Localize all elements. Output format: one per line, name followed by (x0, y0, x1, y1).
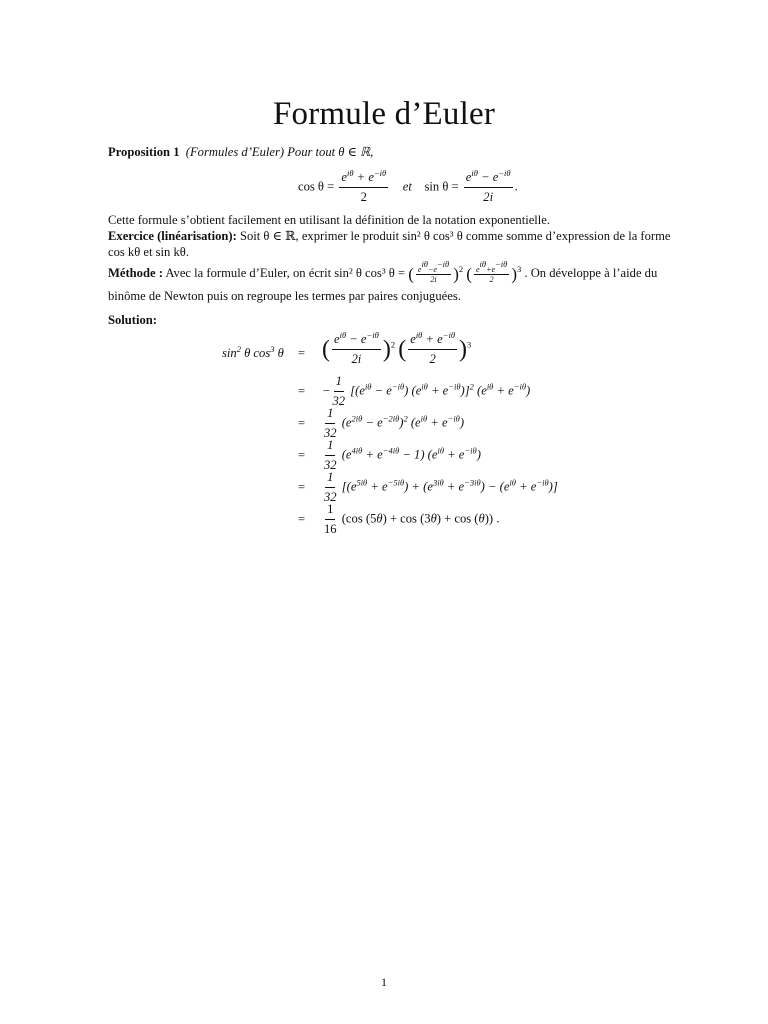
eq-sign: = (298, 384, 306, 398)
solution-label: Solution: (108, 313, 157, 327)
methode-line: Méthode : Avec la formule d’Euler, on écrit sin² θ cos³ θ = ( $\frac{e^{i\theta}-e^{-i\theta}}{2i}$ )$^2$ ( $\frac{e^{i\theta}+e^{-i\theta}}{2}$ )$^3$ . On développe à l’aide du (108, 259, 658, 284)
cos-fraction: $\frac{e^{i\theta} + e^{-i\theta}}{2}$ (341, 168, 387, 204)
methode-text-after: . On développe à l’aide du (524, 265, 658, 280)
methode-text-2: binôme de Newton puis on regroupe les termes par paires conjuguées. (108, 289, 461, 303)
exercice-text-2: cos kθ et sin kθ. (108, 245, 189, 259)
sin-lhs: sin θ = (424, 179, 459, 194)
remark-text: Cette formule s’obtient facilement en utilisant la définition de la notation exponentielle. (108, 213, 551, 227)
proposition-line (108, 144, 718, 160)
methode-label: Méthode : (108, 265, 163, 280)
proposition-statement: (Formules d’Euler) Pour tout θ ∈ ℝ, (185, 145, 374, 159)
eq-sign: = (298, 416, 306, 430)
sin-fraction: $\frac{e^{i\theta} - e^{-i\theta}}{2i}$ (465, 168, 511, 204)
methode-text: Avec la formule d’Euler, on écrit sin² θ cos³ θ = (165, 265, 406, 280)
eq-sign: = (298, 480, 306, 494)
exercice-line (108, 228, 718, 244)
solution-lhs: $\sin^2 \theta$ $\cos^3 \theta$ (222, 344, 284, 360)
connector-et: et (402, 179, 412, 194)
exercice-text: Soit θ ∈ ℝ, exprimer le produit sin² θ cos³ θ comme somme d’expression de la forme (239, 229, 671, 243)
document-title: Formule d’Euler (272, 96, 496, 132)
formula-end: . (514, 179, 518, 194)
exercice-label: Exercice (linéarisation): (108, 229, 237, 243)
eq-sign: = (298, 448, 306, 462)
page-number: 1 (381, 975, 387, 989)
cos-lhs: cos θ = (298, 179, 335, 194)
eq-sign: = (298, 346, 306, 360)
eq-sign: = (298, 512, 306, 526)
euler-formulas (298, 170, 518, 205)
derivation-rhs-1: ( $\frac{e^{i\theta} - e^{-i\theta}}{2i}$ )$^2$ ( $\frac{e^{i\theta} + e^{-i\theta}}{2}$ )$^3$ (322, 330, 472, 366)
proposition-label: Proposition 1 (108, 145, 180, 159)
document-page: Formule d’Euler Proposition 1 (Formules d’Euler) Pour tout θ ∈ ℝ, cos θ = $\frac{e^{i\theta} + e^{-i\theta}}{2}$ et sin θ = $\frac{e^{i\theta} - e^{-i\theta}}{2i}$ . Cette formule s’obtient facilement en utilisant la définition de la notation exponentielle. Exercice (linéarisation): Soit θ ∈ ℝ, exprimer le produit sin² θ cos³ θ comme somme d’expression de la forme cos kθ et sin kθ. Méthode : Avec la formule d’Euler, on écrit sin² θ cos³ θ = ( $\frac{e^{i\theta}-e^{-i\theta}}{2i}$ )$^2$ ( $\frac{e^{i\theta}+e^{-i\theta}}{2}$ )$^3$ . On développe à l’aide du binôme de Newton puis on regroupe les termes par paires conjuguées. Solution: $\sin^2 \theta$ $\cos^3 \theta$ = ( $\frac{e^{i\theta} - e^{-i\theta}}{2i}$ )$^2$ ( $\frac{e^{i\theta} + e^{-i\theta}}{2}$ )$^3$ = − $\frac{1}{32}$ $[(e^{i\theta} - e^{-i\theta}) (e^{i\theta} + e^{-i\theta})]^2$ $(e^{i\theta} + e^{-i\theta})$ = $\frac{1}{32}$ $(e^{2i\theta} - e^{-2i\theta})^2$ $(e^{i\theta} + e^{-i\theta})$ = $\frac{1}{32}$ $(e^{4i\theta} + e^{-4i\theta} - 1) (e^{i\theta} + e^{-i\theta})$ = $\frac{1}{32}$ $[(e^{5i\theta} + e^{-5i\theta}) + (e^{3i\theta} + e^{-3i\theta}) - (e^{i\theta} + e^{-i\theta})]$ = $\frac{1}{16}$ (cos (5θ) + cos (3θ) + cos (θ)) . 1 (0, 0, 768, 1024)
